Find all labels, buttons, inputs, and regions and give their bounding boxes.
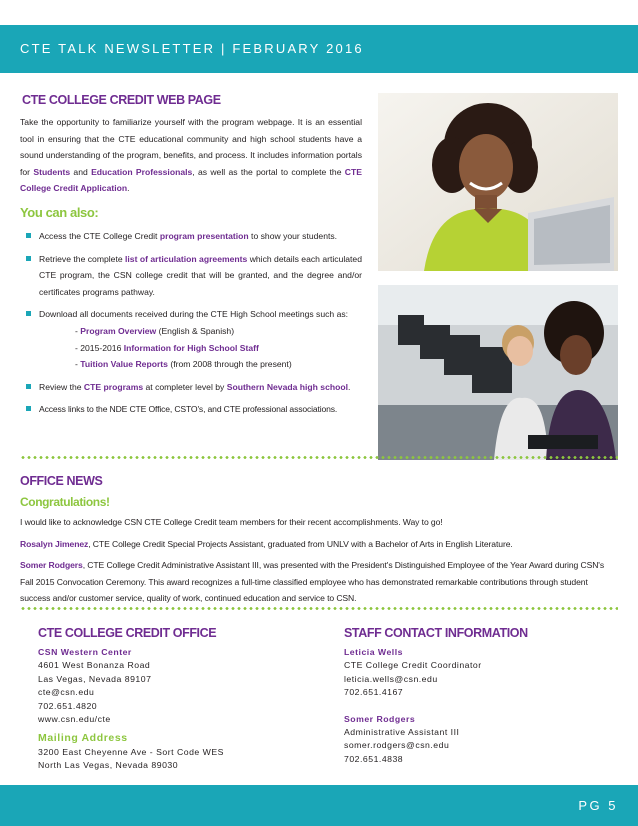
office-phone: 702.651.4820	[38, 700, 98, 711]
b1-text-b: to show your students.	[248, 231, 338, 241]
somer-text: , CTE College Credit Administrative Assistant III, was presented with the President's Distinguished Employee of the Year Award during CSN's Fall 2015 Convocation Ceremony. This award recognizes a full-time classified employee who has demonstrated remarkable contributions through student success and/or customer service, quality of work, continued education and service to CSN.	[20, 560, 605, 604]
mailing-address-heading: Mailing Address	[38, 732, 128, 745]
webpage-intro	[20, 114, 362, 197]
s3-rest: (from 2008 through the present)	[167, 359, 292, 370]
program-overview-link[interactable]: Program Overview	[80, 325, 157, 336]
cte-programs-link[interactable]: CTE programs	[83, 381, 144, 392]
dash: -	[75, 325, 81, 336]
list-item	[26, 306, 362, 372]
intro-text: Take the opportunity to familiarize yourself with the program webpage. It is an essential tool in ensuring that the CTE educational community and high school students have a sound understanding of the program, benefits, and process. It includes information portals for	[20, 117, 362, 177]
and-text: and	[70, 166, 92, 177]
staff-email-1[interactable]: leticia.wells@csn.edu	[344, 673, 438, 684]
staff-phone-1: 702.651.4167	[344, 687, 404, 698]
office-addr1: 4601 West Bonanza Road	[38, 660, 151, 671]
dotted-divider	[20, 607, 618, 610]
page-number: PG 5	[578, 798, 618, 813]
b5-text: Access links to the NDE CTE Office, CSTO's, and CTE professional associations.	[39, 404, 338, 415]
office-contact-block	[38, 646, 318, 773]
b4-text-c: .	[348, 381, 351, 392]
b2-text: Retrieve the complete	[39, 253, 126, 264]
application-link[interactable]: CTE College Credit Application	[20, 166, 362, 194]
b1-text: Access the CTE College Credit	[39, 231, 160, 241]
office-news-heading: OFFICE NEWS	[20, 474, 103, 488]
students-link[interactable]: Students	[33, 166, 71, 177]
footer-bar	[0, 785, 638, 826]
bullet-square-icon	[26, 311, 31, 316]
office-news-item-2	[20, 557, 618, 607]
high-school-staff-info-link[interactable]: Information for High School Staff	[123, 342, 259, 353]
intro-text-c: .	[127, 183, 130, 194]
office-contact-heading: CTE COLLEGE CREDIT OFFICE	[38, 626, 217, 640]
list-item	[26, 228, 362, 245]
education-professionals-link[interactable]: Education Professionals	[91, 166, 193, 177]
b2-text-b: which details each articulated CTE program, the CSN college credit that will be granted, and the degree and/or certificates programs pathway.	[39, 253, 362, 297]
somer-rodgers-name: Somer Rodgers	[20, 560, 83, 570]
list-item	[26, 251, 362, 301]
staff-email-2[interactable]: somer.rodgers@csn.edu	[344, 740, 450, 751]
southern-nevada-high-school-link[interactable]: Southern Nevada high school	[226, 381, 349, 392]
office-news-item-1	[20, 536, 618, 553]
staff-contact-heading: STAFF CONTACT INFORMATION	[344, 626, 528, 640]
sub-item	[39, 323, 362, 340]
staff-phone-2: 702.651.4838	[344, 753, 404, 764]
staff-name-1: Leticia Wells	[344, 647, 403, 657]
office-org: CSN Western Center	[38, 647, 132, 657]
students-computers-photo	[378, 285, 618, 460]
staff-name-2: Somer Rodgers	[344, 713, 416, 724]
articulation-agreements-link[interactable]: list of articulation agreements	[125, 253, 248, 264]
bullet-square-icon	[26, 384, 31, 389]
b4-text-b: at completer level by	[143, 381, 227, 392]
bullet-square-icon	[26, 233, 31, 238]
s1-rest: (English & Spanish)	[156, 325, 235, 336]
office-news-intro: I would like to acknowledge CSN CTE College Credit team members for their recent accomplishments. Way to go!	[20, 517, 443, 527]
mail-line-1: 3200 East Cheyenne Ave - Sort Code WES	[38, 746, 224, 757]
header-bar	[0, 25, 638, 73]
student-laptop-photo	[378, 93, 618, 271]
b3-text: Download all documents received during the CTE High School meetings such as:	[39, 309, 349, 320]
staff-title-1: CTE College Credit Coordinator	[344, 660, 482, 671]
bullet-square-icon	[26, 256, 31, 261]
student-laptop-image	[378, 93, 618, 271]
actions-list	[26, 228, 362, 424]
list-item	[26, 401, 362, 418]
newsletter-title: CTE TALK NEWSLETTER | FEBRUARY 2016	[20, 41, 364, 56]
dash: - 2015-2016	[75, 342, 124, 353]
sub-item	[39, 356, 362, 373]
program-presentation-link[interactable]: program presentation	[159, 231, 249, 241]
webpage-heading: CTE COLLEGE CREDIT WEB PAGE	[22, 93, 221, 107]
dotted-divider	[20, 456, 618, 459]
rosalyn-text: , CTE College Credit Special Projects Assistant, graduated from UNLV with a Bachelor of Arts in English Literature.	[88, 539, 513, 549]
intro-text-b: , as well as the portal to complete the	[192, 166, 345, 177]
staff-title-2: Administrative Assistant III	[344, 727, 460, 738]
office-website[interactable]: www.csn.edu/cte	[38, 714, 111, 725]
staff-contact-block	[344, 646, 614, 766]
dash: -	[75, 359, 81, 370]
you-can-also-heading: You can also:	[20, 205, 99, 220]
students-computers-image	[378, 285, 618, 460]
rosalyn-jimenez-name: Rosalyn Jimenez	[20, 539, 89, 549]
office-addr2: Las Vegas, Nevada 89107	[38, 673, 152, 684]
congratulations-heading: Congratulations!	[20, 495, 110, 509]
office-email[interactable]: cte@csn.edu	[38, 687, 95, 698]
b4-text: Review the	[39, 381, 84, 392]
list-item	[26, 379, 362, 396]
mail-line-2: North Las Vegas, Nevada 89030	[38, 760, 179, 771]
sub-item	[39, 340, 362, 357]
bullet-square-icon	[26, 406, 31, 411]
tuition-value-reports-link[interactable]: Tuition Value Reports	[80, 359, 168, 370]
